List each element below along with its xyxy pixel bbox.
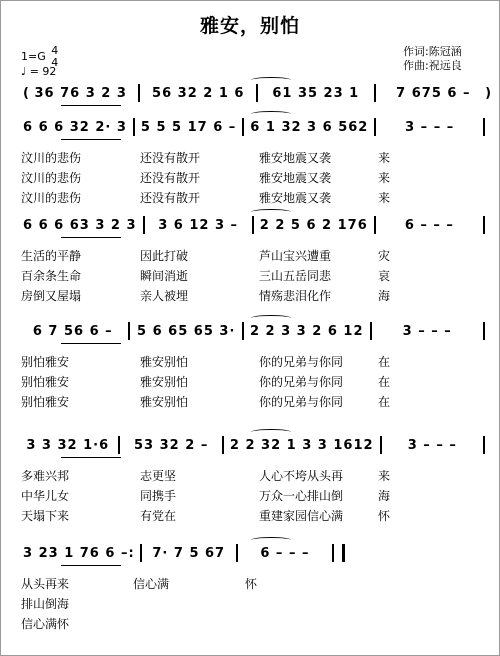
- song-title: 雅安，别怕: [199, 15, 300, 37]
- lyric-phrase: 别怕雅安: [21, 355, 70, 369]
- barline: [332, 544, 334, 562]
- lyric-line: [15, 247, 491, 264]
- measure: 5 5 5 17 6 –: [140, 119, 237, 135]
- lyric-phrase: 因此打破: [140, 249, 189, 263]
- beam-underline: [61, 457, 121, 458]
- barline: [128, 322, 130, 340]
- lyric-phrase: 雅安地震又袭: [259, 171, 332, 185]
- beam-underline: [61, 105, 121, 106]
- slur-arc: [251, 77, 291, 83]
- barline: [483, 118, 485, 136]
- measure: 6 7 56 6 –: [32, 323, 113, 339]
- lyric-phrase: 生活的平静: [21, 249, 82, 263]
- final-barline: [342, 544, 345, 562]
- lyric-phrase: 多难兴邦: [21, 469, 70, 483]
- beam-underline: [61, 237, 121, 238]
- intro-close-paren: ): [485, 85, 492, 101]
- score-system: [1, 433, 500, 523]
- lyric-phrase: 还没有散开: [140, 171, 201, 185]
- barline: [118, 436, 120, 454]
- lyric-line: [15, 467, 491, 484]
- notation-row: [23, 541, 351, 565]
- measure: 2 2 32 1 3 3 1612: [229, 437, 374, 453]
- lyric-phrase: 同携手: [140, 489, 177, 503]
- lyric-line: [15, 169, 491, 186]
- beam-underline: [61, 139, 121, 140]
- measure: 56 32 2 1 6: [152, 85, 245, 101]
- lyric-phrase: [127, 615, 239, 632]
- measure: 3 23 1 76 6 –: [23, 545, 129, 561]
- measure: 3 6 12 3 –: [158, 217, 239, 233]
- lyric-phrase: 怀: [245, 577, 258, 591]
- lyricist: 作词:陈冠涵: [403, 45, 462, 58]
- score-system: [1, 213, 500, 303]
- repeat-sign: :: [128, 545, 134, 561]
- lyric-phrase: 哀: [378, 269, 391, 283]
- lyric-phrase: [127, 595, 239, 612]
- notation-row: [23, 319, 491, 343]
- lyric-phrase: 你的兄弟与你同: [259, 395, 344, 409]
- measure: 2 2 5 6 2 176: [259, 217, 368, 233]
- barline: [370, 322, 372, 340]
- lyric-phrase: 房倒又屋塌: [21, 289, 82, 303]
- barline: [236, 544, 238, 562]
- lyric-line: [15, 393, 491, 410]
- lyric-phrase: 来: [378, 151, 391, 165]
- measure: 6 1 32 3 6 562: [250, 119, 369, 135]
- measure: 3 3 32 1·6: [26, 437, 110, 453]
- barline: [222, 436, 224, 454]
- measure: 53 32 2 –: [134, 437, 209, 453]
- lyric-phrase: 在: [378, 395, 391, 409]
- barline: [143, 216, 145, 234]
- lyric-line: [15, 575, 351, 592]
- lyric-phrase: 信心满: [133, 577, 170, 591]
- lyric-phrase: 还没有散开: [140, 151, 201, 165]
- barline: [483, 322, 485, 340]
- time-beats: 4: [51, 44, 59, 57]
- lyric-phrase: 别怕雅安: [21, 395, 70, 409]
- score-system: [1, 541, 500, 631]
- barline: [252, 216, 254, 234]
- lyric-line: [15, 595, 351, 612]
- score-system: [1, 319, 500, 409]
- measure: 6 – – –: [260, 545, 310, 561]
- lyric-line: [15, 267, 491, 284]
- lyric-phrase: 雅安别怕: [140, 375, 189, 389]
- lyric-phrase: 灾: [378, 249, 391, 263]
- barline: [374, 84, 376, 102]
- lyric-phrase: 志更坚: [140, 469, 177, 483]
- barline: [380, 436, 382, 454]
- lyric-line: [15, 149, 491, 166]
- quarter-note-icon: ♩: [21, 65, 27, 78]
- slur-arc: [251, 429, 291, 435]
- lyric-phrase: 雅安别怕: [140, 395, 189, 409]
- barline: [483, 216, 485, 234]
- lyric-phrase: 在: [378, 375, 391, 389]
- barline: [242, 118, 244, 136]
- slur-arc: [251, 209, 291, 215]
- lyric-line: [15, 487, 491, 504]
- lyric-line: [15, 353, 491, 370]
- lyric-phrase: 还没有散开: [140, 191, 201, 205]
- notation-row: [23, 115, 491, 139]
- lyric-phrase: 海: [378, 289, 391, 303]
- lyric-phrase: 从头再来: [21, 577, 70, 591]
- lyric-phrase: 情殇悲泪化作: [259, 289, 332, 303]
- barline: [483, 436, 485, 454]
- lyric-phrase: 雅安别怕: [140, 355, 189, 369]
- measure: 6 6 6 32 2· 3: [23, 119, 127, 135]
- notation-row: [23, 213, 491, 237]
- composer: 作曲:祝远良: [403, 59, 462, 72]
- lyric-line: [15, 507, 491, 524]
- intro-open-paren: (: [23, 85, 29, 101]
- measure: 3 – – –: [405, 119, 455, 135]
- barline: [374, 216, 376, 234]
- measure: 5 6 65 65 3·: [137, 323, 236, 339]
- measure: 3 – – –: [407, 437, 457, 453]
- score-system: [1, 115, 500, 205]
- barline: [133, 118, 135, 136]
- lyric-phrase: 你的兄弟与你同: [259, 375, 344, 389]
- tempo-marking: [21, 65, 56, 78]
- lyric-phrase: 汶川的悲伤: [21, 171, 82, 185]
- barline: [374, 118, 376, 136]
- tempo-value: = 92: [29, 65, 57, 78]
- lyric-phrase: 在: [378, 355, 391, 369]
- measure: 6 6 6 63 3 2 3: [23, 217, 137, 233]
- lyric-phrase: [239, 595, 351, 612]
- lyric-phrase: 海: [378, 489, 391, 503]
- lyric-phrase: 排山倒海: [21, 597, 70, 611]
- barline: [242, 322, 244, 340]
- lyric-phrase: 瞬间消逝: [140, 269, 189, 283]
- lyric-phrase: 重建家园信心满: [259, 509, 344, 523]
- lyric-phrase: 来: [378, 469, 391, 483]
- lyric-phrase: 中华儿女: [21, 489, 70, 503]
- score-system: [1, 81, 500, 109]
- lyric-phrase: 汶川的悲伤: [21, 151, 82, 165]
- beam-underline: [61, 565, 121, 566]
- lyric-phrase: 有党在: [140, 509, 177, 523]
- notation-row: [23, 433, 491, 457]
- lyric-line: [15, 189, 491, 206]
- lyric-line: [15, 287, 491, 304]
- barline: [140, 544, 142, 562]
- lyric-phrase: [239, 615, 351, 632]
- notation-row: [23, 81, 491, 105]
- lyric-phrase: 雅安地震又袭: [259, 191, 332, 205]
- lyric-phrase: 百余条生命: [21, 269, 82, 283]
- measure: 2 2 3 3 2 6 12: [249, 323, 364, 339]
- lyric-phrase: 三山五岳同悲: [259, 269, 332, 283]
- slur-arc: [251, 315, 291, 321]
- lyric-phrase: 你的兄弟与你同: [259, 355, 344, 369]
- time-unit: 4: [51, 56, 59, 69]
- measure: 7· 7 5 67: [152, 545, 226, 561]
- lyric-phrase: 信心满怀: [21, 617, 70, 631]
- slur-arc: [251, 111, 291, 117]
- measure: 61 35 23 1: [272, 85, 360, 101]
- barline: [256, 84, 258, 102]
- lyric-phrase: 怀: [378, 509, 391, 523]
- lyric-phrase: 来: [378, 171, 391, 185]
- slur-arc: [251, 537, 291, 543]
- lyric-line: [15, 615, 351, 632]
- measure: 6 – – –: [404, 217, 454, 233]
- barline: [138, 84, 140, 102]
- measure: 3 – – –: [402, 323, 452, 339]
- measure: 7 675 6 –: [396, 85, 471, 101]
- lyric-phrase: 芦山宝兴遭重: [259, 249, 332, 263]
- lyric-phrase: 人心不垮从头再: [259, 469, 344, 483]
- lyric-phrase: 别怕雅安: [21, 375, 70, 389]
- lyric-phrase: 亲人被埋: [140, 289, 189, 303]
- beam-underline: [61, 343, 121, 344]
- lyric-phrase: 汶川的悲伤: [21, 191, 82, 205]
- lyric-phrase: 雅安地震又袭: [259, 151, 332, 165]
- key-label: 1=G: [21, 50, 46, 63]
- lyric-phrase: 万众一心排山倒: [259, 489, 344, 503]
- credits: [403, 45, 462, 73]
- lyric-phrase: 天塌下来: [21, 509, 70, 523]
- lyric-phrase: 来: [378, 191, 391, 205]
- measure: 36 76 3 2 3: [34, 85, 127, 101]
- lyric-line: [15, 373, 491, 390]
